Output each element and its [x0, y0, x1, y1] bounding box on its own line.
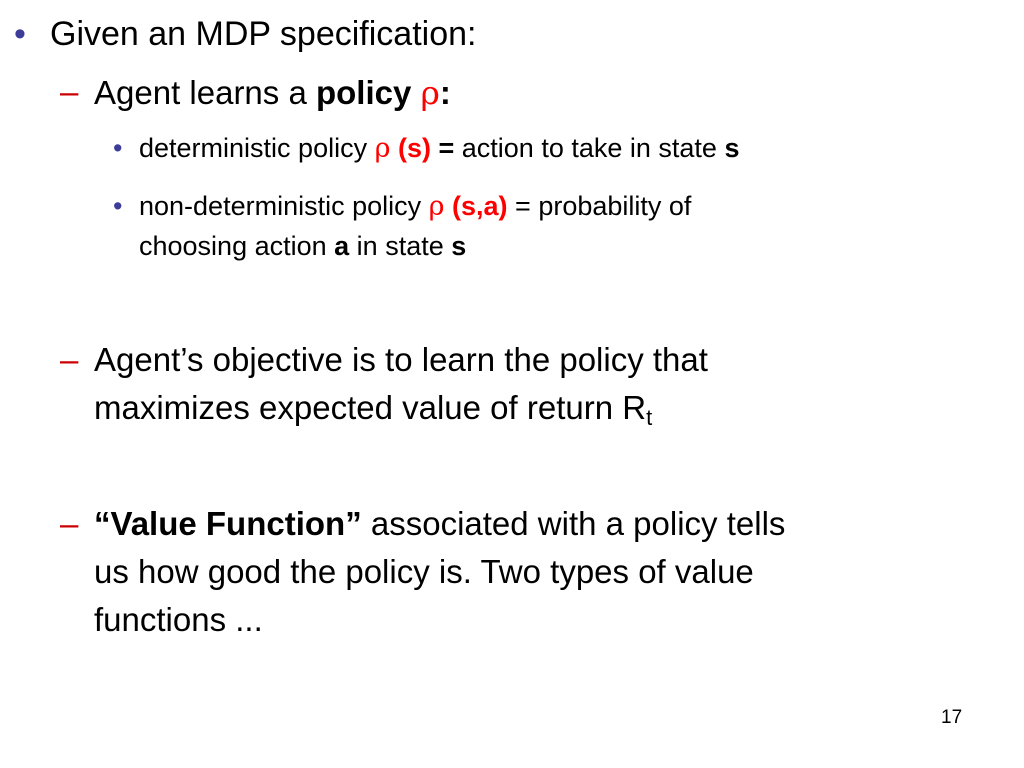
det-prefix: deterministic policy	[139, 133, 375, 163]
value-function-rest: associated with a policy tells	[361, 505, 786, 542]
level1-bullet-marker: •	[14, 15, 26, 53]
det-rho-symbol: ρ	[374, 133, 391, 164]
level3-bullet-marker: •	[113, 133, 123, 163]
nondet-action: a	[334, 231, 350, 261]
det-eq: =	[438, 133, 455, 163]
agent-learns-prefix: Agent learns a	[94, 74, 316, 111]
objective-line2	[94, 389, 653, 430]
objective-line1: Agent’s objective is to learn the policy that	[94, 341, 708, 378]
rho-symbol: ρ	[420, 73, 440, 112]
value-function-bold: “Value Function”	[94, 505, 362, 542]
nondet-line2-prefix: choosing action	[139, 231, 335, 261]
colon: :	[439, 74, 451, 111]
level2-dash-marker-3: –	[60, 505, 79, 542]
level2-dash-marker: –	[60, 73, 79, 110]
objective-line2-text: maximizes expected value of return R	[94, 389, 647, 426]
nondet-line2-mid: in state	[349, 231, 452, 261]
return-subscript: t	[646, 405, 653, 430]
nondet-suffix: probability of	[538, 191, 692, 221]
policy-bold: policy	[315, 74, 412, 111]
nondet-policy-line1	[139, 191, 691, 222]
value-function-line1	[94, 505, 785, 543]
det-args: (s)	[397, 133, 431, 163]
nondet-eq: =	[507, 191, 539, 221]
det-state: s	[724, 133, 740, 163]
agent-learns-line	[94, 73, 451, 112]
nondet-rho-symbol: ρ	[428, 191, 445, 222]
nondet-state: s	[451, 231, 467, 261]
value-function-line2: us how good the policy is. Two types of value	[94, 553, 754, 590]
given-mdp-text: Given an MDP specification:	[50, 15, 477, 53]
nondet-policy-line2	[139, 231, 466, 262]
page-number: 17	[941, 707, 963, 728]
deterministic-policy-line	[139, 133, 739, 164]
nondet-args: (s,a)	[452, 191, 508, 221]
value-function-line3: functions ...	[94, 601, 263, 638]
level3-bullet-marker-2: •	[113, 191, 123, 221]
det-suffix: action to take in state	[454, 133, 725, 163]
level2-dash-marker-2: –	[60, 341, 79, 378]
nondet-prefix: non-deterministic policy	[139, 191, 429, 221]
